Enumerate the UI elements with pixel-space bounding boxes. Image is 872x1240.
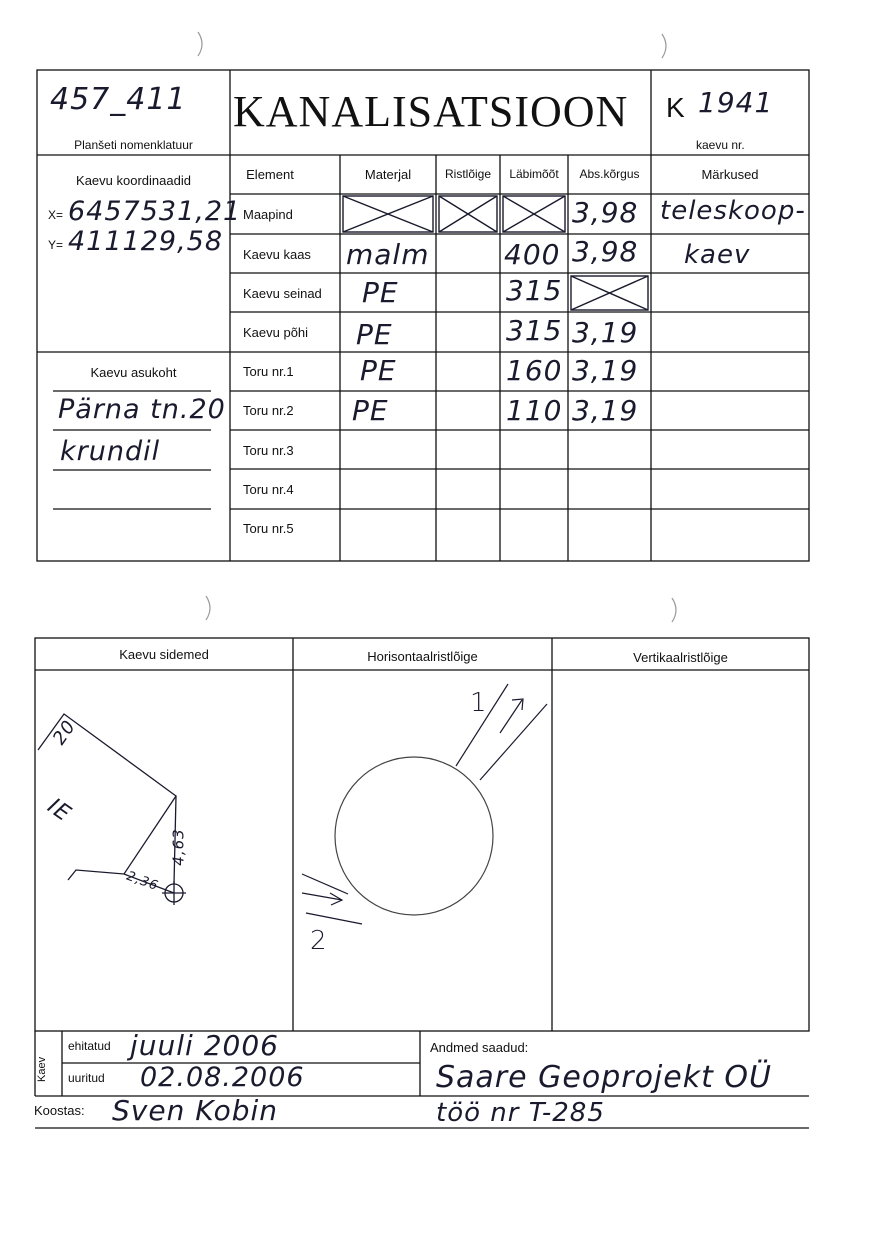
punch-hole-mark [198, 32, 202, 56]
row-abs-height: 3,98 [572, 196, 639, 229]
y-coordinate: 411129,58 [68, 226, 224, 257]
sheet-number: 457_411 [50, 82, 187, 117]
well-number: 1941 [698, 86, 774, 119]
col-header-section: Ristlõige [444, 167, 492, 181]
col-header-element: Element [246, 167, 294, 182]
row-element: Kaevu põhi [243, 325, 309, 340]
x-coordinate: 6457531,21 [68, 196, 242, 227]
col-header-material: Materjal [364, 167, 412, 182]
data-source-value: Saare Geoprojekt OÜ [436, 1060, 772, 1095]
row-material: PE [362, 276, 399, 309]
row-diameter: 400 [504, 238, 561, 271]
location-label: Kaevu asukoht [90, 365, 177, 380]
col-header-abs-height: Abs.kõrgus [579, 167, 640, 181]
row-material: PE [356, 318, 393, 351]
sketch-building-label: IE [42, 793, 76, 828]
row-diameter: 315 [506, 314, 563, 347]
row-element: Maapind [243, 207, 293, 222]
coordinates-label: Kaevu koordinaadid [76, 173, 191, 188]
row-material: malm [346, 238, 430, 271]
row-note: teleskoop- [660, 196, 806, 226]
row-abs-height: 3,19 [572, 316, 639, 349]
form-title: KANALISATSIOON [233, 87, 629, 136]
col-header-diameter: Läbimõõt [509, 167, 559, 181]
sketch-dimension: 2,36 [124, 868, 161, 895]
col-header-notes: Märkused [701, 167, 759, 182]
row-element: Toru nr.4 [243, 482, 294, 497]
row-diameter: 160 [506, 354, 563, 387]
compiled-value: Sven Kobin [112, 1094, 279, 1127]
well-number-label: kaevu nr. [696, 138, 745, 152]
pipe-label: 1 [470, 688, 488, 718]
sketch-dimension: 4,63 [169, 828, 188, 866]
built-value: juuli 2006 [130, 1029, 279, 1062]
row-element: Toru nr.2 [243, 403, 294, 418]
punch-hole-mark [662, 34, 666, 58]
sketch-dimension: 20 [48, 716, 81, 749]
horizontal-section-title: Horisontaalristlõige [367, 649, 478, 664]
row-element: Toru nr.3 [243, 443, 294, 458]
row-element: Kaevu seinad [243, 286, 322, 301]
row-abs-height: 3,19 [572, 394, 639, 427]
compiled-label: Koostas: [34, 1103, 85, 1118]
punch-hole-mark [672, 598, 676, 622]
data-source-label: Andmed saadud: [430, 1040, 529, 1055]
row-abs-height: 3,19 [572, 354, 639, 387]
row-element: Toru nr.1 [243, 364, 294, 379]
sheet-number-label: Planšeti nomenklatuur [74, 138, 193, 152]
row-element: Kaevu kaas [243, 247, 311, 262]
row-note: kaev [684, 240, 751, 270]
built-label: ehitatud [68, 1039, 111, 1053]
row-element: Toru nr.5 [243, 521, 294, 536]
y-prefix: Y= [48, 238, 64, 252]
location-address: Pärna tn.20 [58, 394, 226, 425]
pipe-label: 2 [310, 926, 328, 956]
punch-hole-mark [206, 596, 210, 620]
side-label: Kaev [36, 1056, 48, 1082]
row-abs-height: 3,98 [572, 235, 639, 268]
row-diameter: 315 [506, 274, 563, 307]
location-plot: krundil [60, 436, 161, 467]
row-material: PE [360, 354, 397, 387]
vertical-section-title: Vertikaalristlõige [633, 650, 728, 665]
links-title: Kaevu sidemed [119, 647, 209, 662]
horizontal-section-drawing [302, 684, 547, 924]
surveyed-value: 02.08.2006 [140, 1062, 305, 1093]
surveyed-label: uuritud [68, 1071, 105, 1085]
row-material: PE [352, 394, 389, 427]
well-prefix: K [666, 92, 685, 123]
x-prefix: X= [48, 208, 64, 222]
job-number: töö nr T-285 [436, 1098, 605, 1128]
row-diameter: 110 [506, 394, 563, 427]
